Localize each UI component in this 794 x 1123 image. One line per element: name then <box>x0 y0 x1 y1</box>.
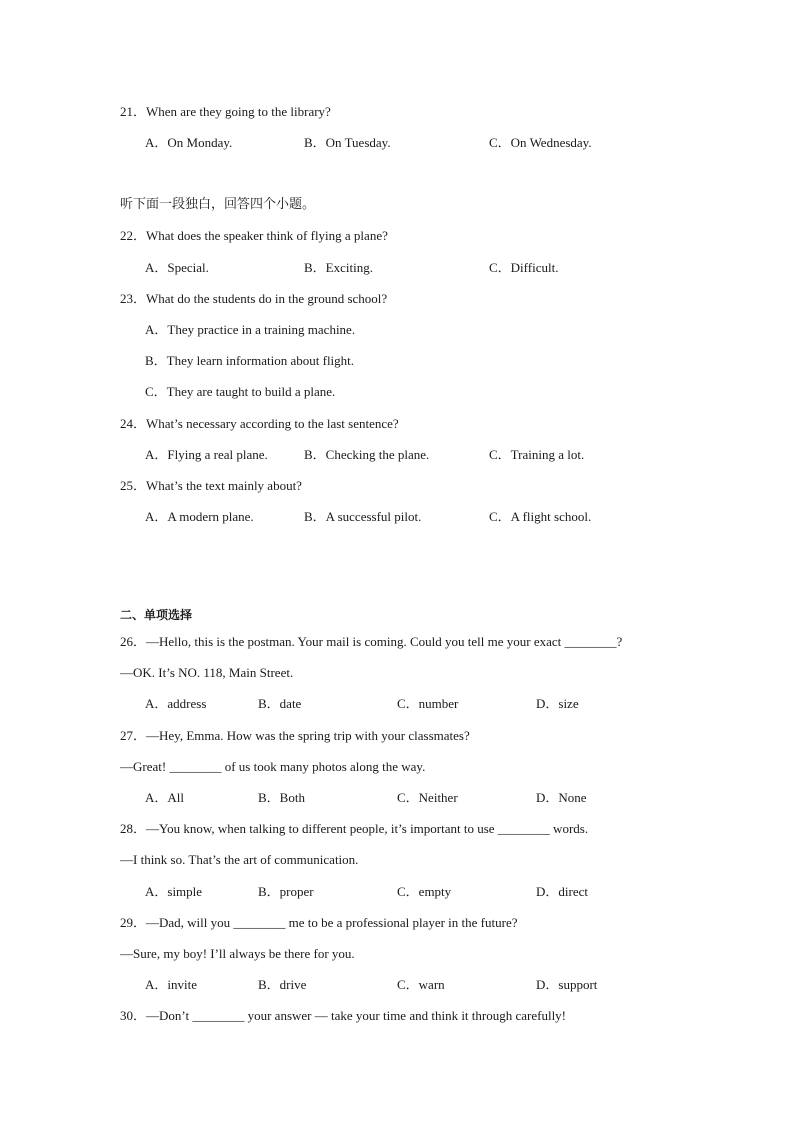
question-29-line1: 29．—Dad, will you ________ me to be a professional player in the future? <box>120 915 518 930</box>
q29-option-d[interactable]: D．support <box>536 977 598 992</box>
q26-option-d[interactable]: D．size <box>536 696 579 711</box>
question-26-line2: —OK. It’s NO. 118, Main Street. <box>120 665 294 680</box>
question-21: 21．When are they going to the library? <box>120 104 331 119</box>
q21-option-c[interactable]: C．On Wednesday. <box>489 135 592 150</box>
question-28-line1: 28．—You know, when talking to different people, it’s important to use ________ words. <box>120 821 589 836</box>
q29-option-b[interactable]: B．drive <box>258 977 307 992</box>
monologue-instruction: 听下面一段独白，回答四个小题。 <box>120 197 316 212</box>
q26-option-b[interactable]: B．date <box>258 696 302 711</box>
question-24: 24．What’s necessary according to the last sentence? <box>120 416 399 431</box>
q28-option-b[interactable]: B．proper <box>258 884 314 899</box>
q24-option-c[interactable]: C．Training a lot. <box>489 447 585 462</box>
question-27-line1: 27．—Hey, Emma. How was the spring trip with your classmates? <box>120 728 470 743</box>
q25-option-c[interactable]: C．A flight school. <box>489 509 592 524</box>
q23-option-b[interactable]: B．They learn information about flight. <box>145 353 355 368</box>
q23-option-a[interactable]: A．They practice in a training machine. <box>145 322 356 337</box>
q28-option-d[interactable]: D．direct <box>536 884 588 899</box>
q22-option-c[interactable]: C．Difficult. <box>489 260 559 275</box>
q23-option-c[interactable]: C．They are taught to build a plane. <box>145 384 336 399</box>
q27-option-b[interactable]: B．Both <box>258 790 305 805</box>
q28-option-c[interactable]: C．empty <box>397 884 452 899</box>
q27-option-a[interactable]: A．All <box>145 790 185 805</box>
q29-option-c[interactable]: C．warn <box>397 977 445 992</box>
q26-option-a[interactable]: A．address <box>145 696 207 711</box>
q22-option-b[interactable]: B．Exciting. <box>304 260 373 275</box>
q21-option-b[interactable]: B．On Tuesday. <box>304 135 391 150</box>
q29-option-a[interactable]: A．invite <box>145 977 197 992</box>
q24-option-a[interactable]: A．Flying a real plane. <box>145 447 268 462</box>
question-22: 22．What does the speaker think of flying a plane? <box>120 228 388 243</box>
q27-option-c[interactable]: C．Neither <box>397 790 458 805</box>
q25-option-b[interactable]: B．A successful pilot. <box>304 509 422 524</box>
q26-option-c[interactable]: C．number <box>397 696 459 711</box>
q28-option-a[interactable]: A．simple <box>145 884 203 899</box>
q24-option-b[interactable]: B．Checking the plane. <box>304 447 430 462</box>
question-29-line2: —Sure, my boy! I’ll always be there for you. <box>120 946 355 961</box>
q25-option-a[interactable]: A．A modern plane. <box>145 509 254 524</box>
q22-option-a[interactable]: A．Special. <box>145 260 209 275</box>
question-26-line1: 26．—Hello, this is the postman. Your mail is coming. Could you tell me your exact ________? <box>120 634 623 649</box>
q21-option-a[interactable]: A．On Monday. <box>145 135 233 150</box>
question-28-line2: —I think so. That’s the art of communication. <box>120 852 359 867</box>
question-30-line1: 30．—Don’t ________ your answer — take your time and think it through carefully! <box>120 1008 567 1023</box>
section-heading-single-choice: 二、单项选择 <box>120 608 193 622</box>
question-25: 25．What’s the text mainly about? <box>120 478 302 493</box>
question-23: 23．What do the students do in the ground school? <box>120 291 388 306</box>
question-27-line2: —Great! ________ of us took many photos along the way. <box>120 759 426 774</box>
q27-option-d[interactable]: D．None <box>536 790 587 805</box>
